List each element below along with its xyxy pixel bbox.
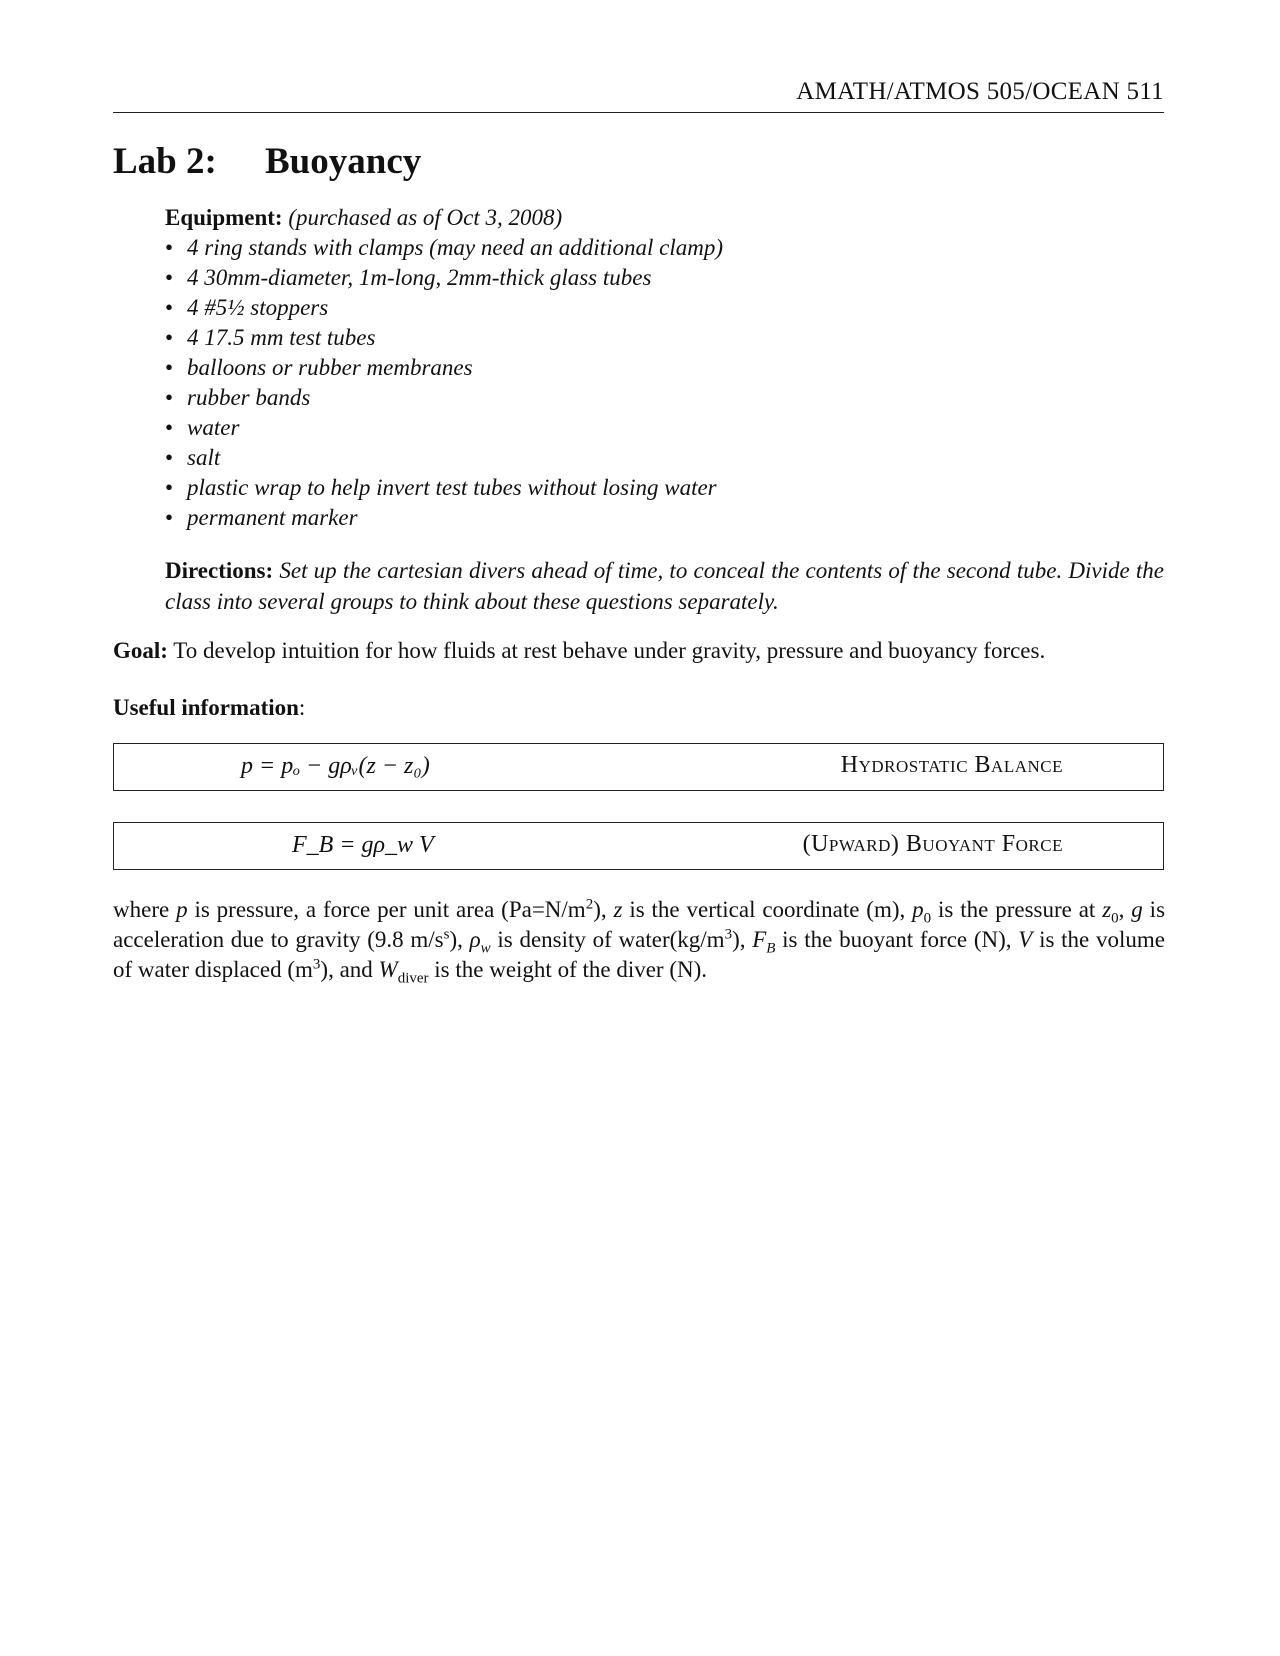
equipment-section (165, 203, 1165, 533)
goal-text: To develop intuition for how fluids at rest behave under gravity, pressure and buoyancy forces. (173, 638, 1046, 663)
bullet-icon: • (165, 505, 174, 530)
hydrostatic-equation: p = pₒ − gρᵥ(z − z₀) (241, 753, 430, 779)
equipment-heading (165, 203, 1165, 233)
bullet-icon: • (165, 325, 174, 350)
goal-label: Goal: (113, 638, 168, 663)
bullet-icon: • (165, 355, 174, 380)
useful-info-heading (113, 695, 305, 721)
bullet-icon: • (165, 295, 174, 320)
bullet-icon: • (165, 475, 174, 500)
bullet-icon: • (165, 445, 174, 470)
running-head: AMATH/ATMOS 505/OCEAN 511 (796, 78, 1164, 105)
buoyant-equation: F_B = gρ_w V (292, 832, 434, 858)
useful-info-label: Useful information (113, 695, 299, 720)
equipment-note: (purchased as of Oct 3, 2008) (288, 205, 563, 230)
list-item: • plastic wrap to help invert test tubes without losing water (165, 473, 1165, 503)
goal-paragraph (113, 635, 1165, 666)
directions-label: Directions: (165, 558, 274, 583)
list-item: • balloons or rubber membranes (165, 353, 1165, 383)
symbol-definitions-paragraph: where p is pressure, a force per unit area $(Pa=N/m^2)$, z is the vertical coordinate (m), $p_0$ is the pressure at $z_0$, g is acceleration due to gravity (9.8 $m/s^s$), $\rho_w$ is density of $water(kg/m^3)$, $F_B$ is the buoyant force (N), V is the volume of water displaced $(m^3)$, and $W_{diver}$ is the weight of the diver (N). (113, 896, 1166, 987)
bullet-icon: • (165, 265, 174, 290)
list-item: • rubber bands (165, 383, 1165, 413)
buoyant-label: (Upward) Buoyant Force (802, 831, 1063, 857)
list-item: • 4 17.5 mm test tubes (165, 323, 1165, 353)
lab-title (113, 140, 421, 183)
list-item: • 4 ring stands with clamps (may need an additional clamp) (165, 233, 1165, 263)
equation-box-hydrostatic (113, 743, 1164, 791)
bullet-icon: • (165, 235, 174, 260)
list-item: • water (165, 413, 1165, 443)
bullet-icon: • (165, 415, 174, 440)
equipment-label: Equipment: (165, 205, 283, 230)
list-item: • 4 30mm-diameter, 1m-long, 2mm-thick glass tubes (165, 263, 1165, 293)
equipment-list (165, 233, 1165, 533)
list-item: • salt (165, 443, 1165, 473)
directions-paragraph (165, 555, 1164, 617)
list-item: • 4 #5½ stoppers (165, 293, 1165, 323)
lab-name: Buoyancy (265, 141, 422, 182)
hydrostatic-label: Hydrostatic Balance (840, 752, 1063, 778)
useful-info-colon: : (298, 695, 306, 720)
header-rule (113, 112, 1164, 113)
lab-number: Lab 2: (113, 141, 217, 182)
bullet-icon: • (165, 385, 174, 410)
directions-text: Set up the cartesian divers ahead of time, to conceal the contents of the second tube. Divide the class into several groups to think about these questions separately. (165, 558, 1164, 614)
list-item: • permanent marker (165, 503, 1165, 533)
equation-box-buoyant (113, 822, 1164, 870)
